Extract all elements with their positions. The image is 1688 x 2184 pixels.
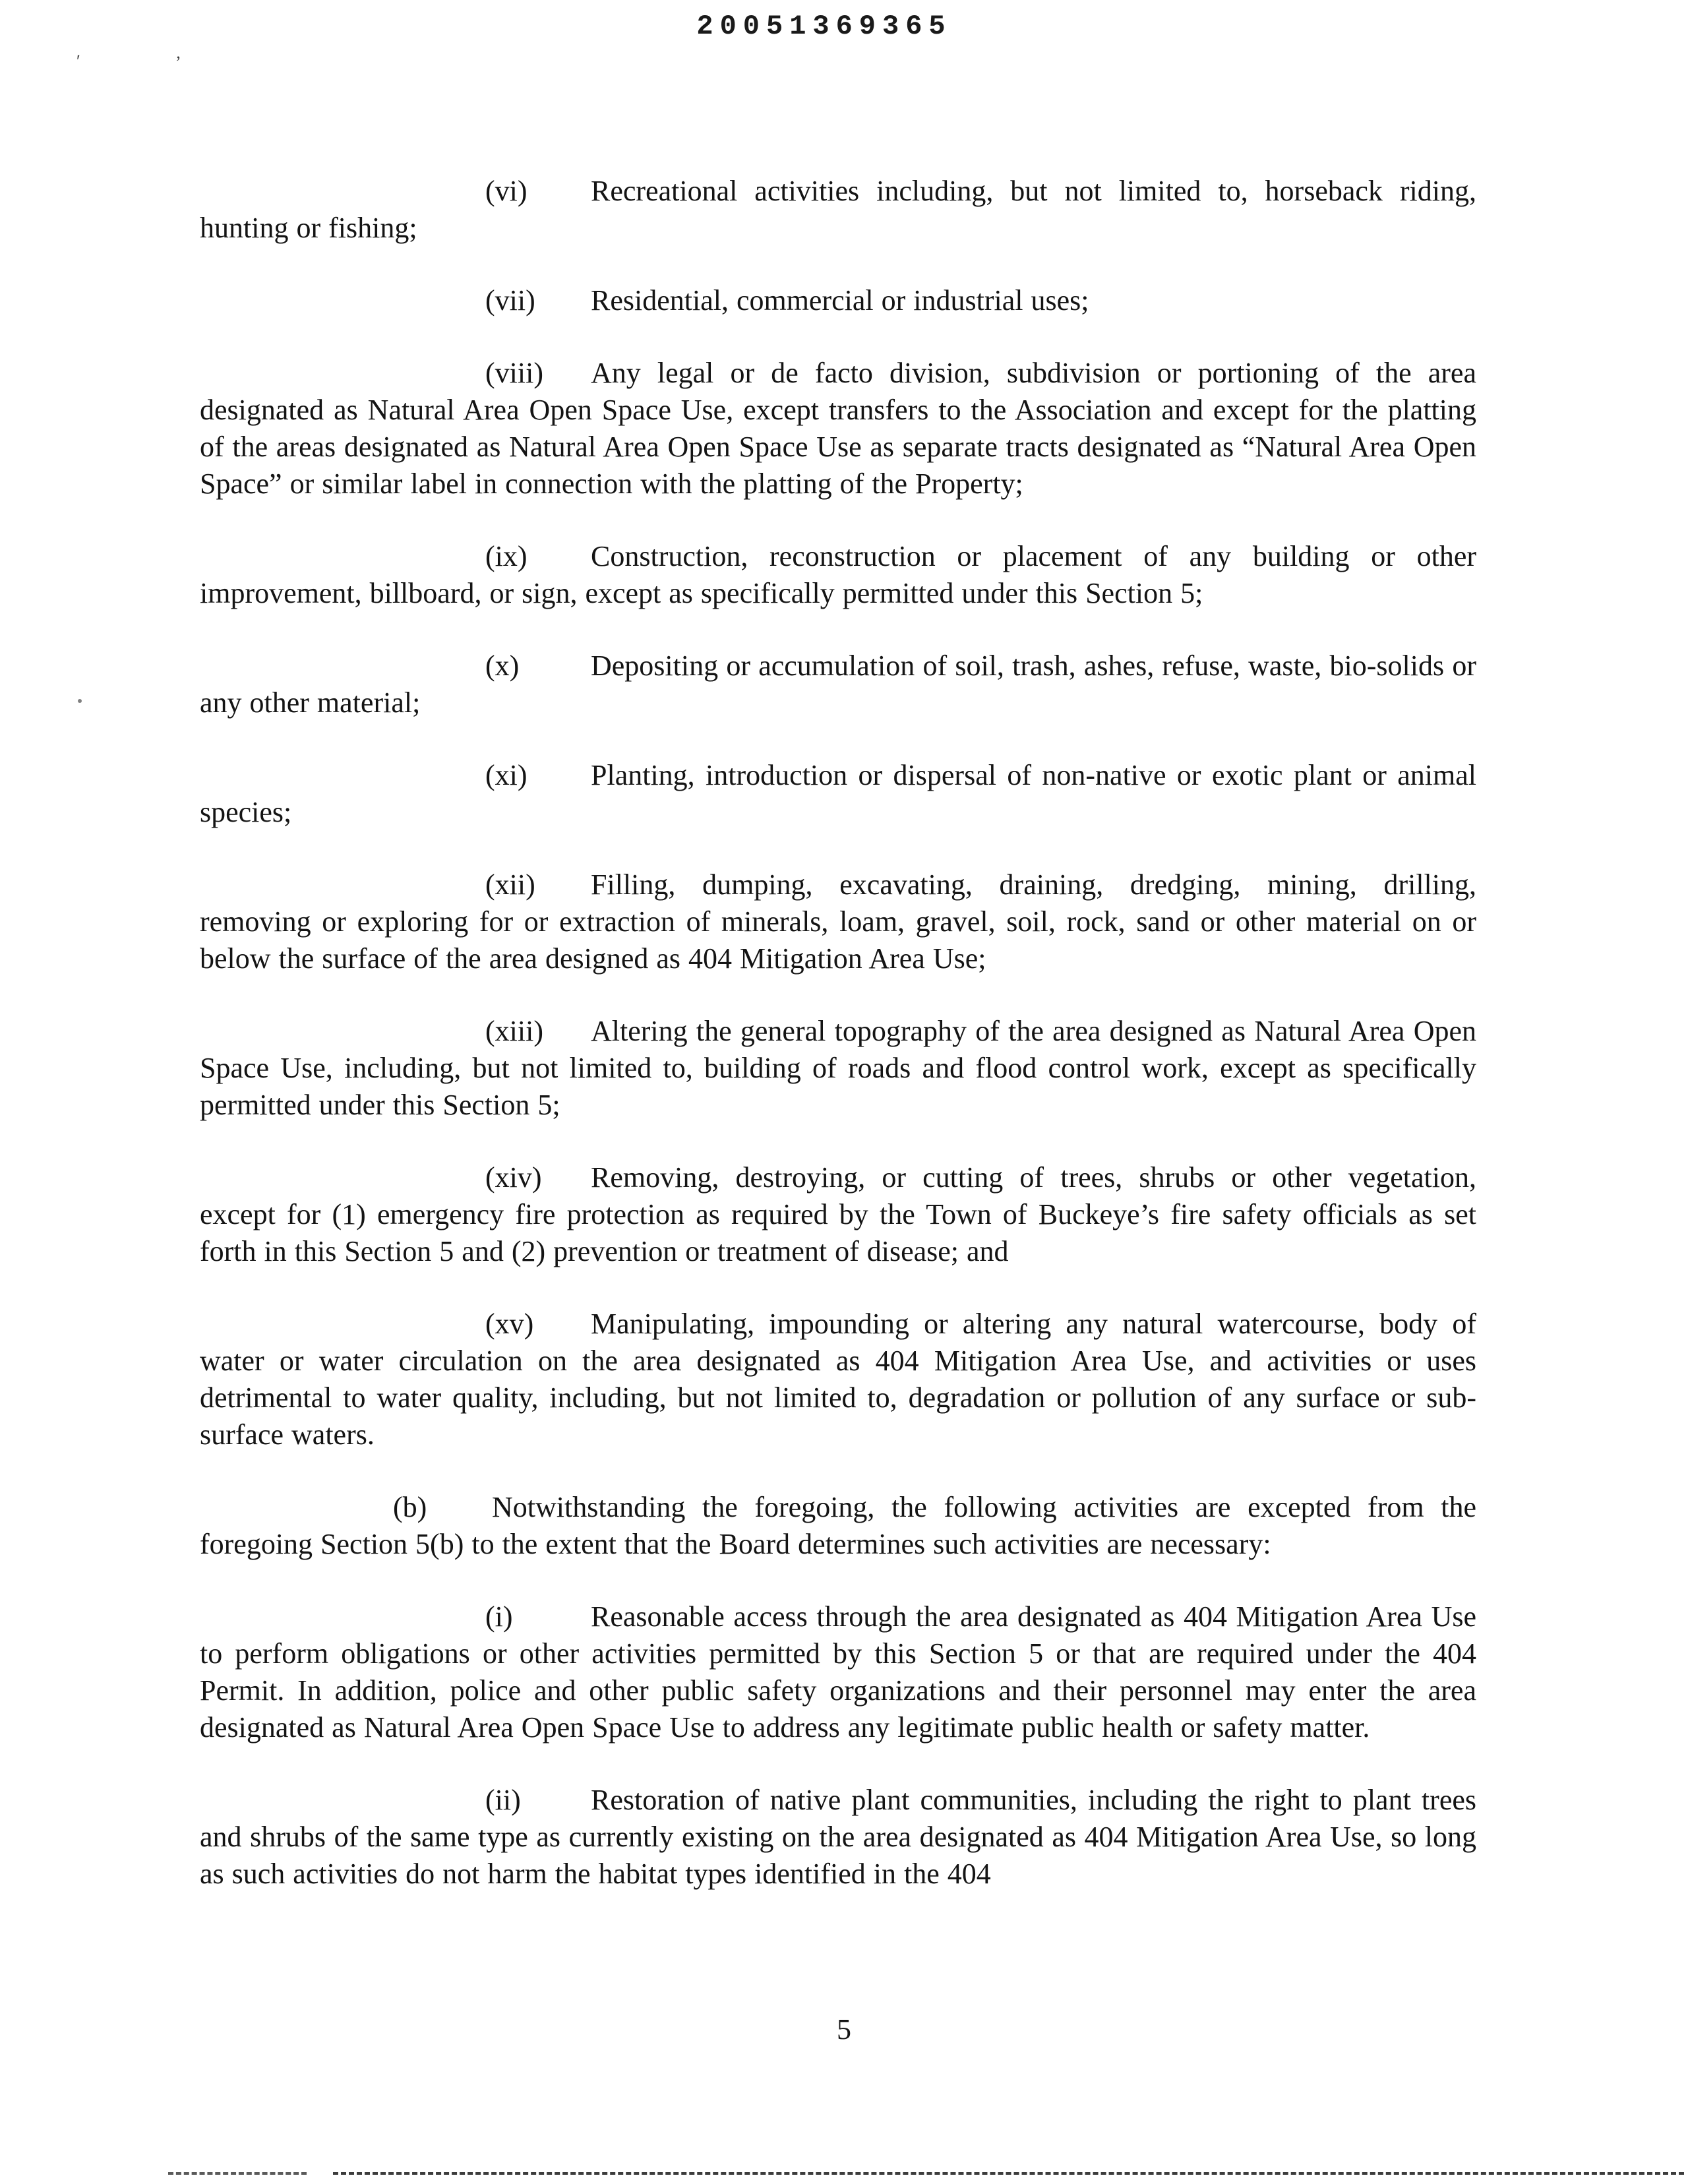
paragraph-x [200, 648, 1476, 721]
paragraph-text: Notwithstanding the foregoing, the following activities are excepted from the foregoing Section 5(b) to the extent that the Board determines such activities are necessary: [200, 1491, 1476, 1560]
paragraph-ix [200, 538, 1476, 612]
paragraph-text: Manipulating, impounding or altering any natural watercourse, body of water or water circulation on the area designated as 404 Mitigation Area Use, and activities or uses detrimental to water quality, including, but not limited to, degradation or pollution of any surface or sub-surface waters. [200, 1308, 1476, 1451]
paragraph-label: (x) [485, 650, 520, 682]
paragraph-label: (ii) [485, 1784, 521, 1816]
paragraph-label: (ix) [485, 540, 528, 572]
scan-artifact-mark-right: ʼ [175, 53, 181, 72]
bottom-scan-edge-line-left [168, 2172, 307, 2175]
paragraph-xv [200, 1306, 1476, 1453]
paragraph-text: Reasonable access through the area designated as 404 Mitigation Area Use to perform obligations or other activities permitted by this Section 5 or that are required under the 404 Permit. In addition, police and other public safety organizations and their personnel may enter the area designated as Natural Area Open Space Use to address any legitimate public health or safety matter. [200, 1600, 1476, 1744]
paragraph-label: (viii) [485, 357, 543, 389]
paragraph-text: Depositing or accumulation of soil, trash, ashes, refuse, waste, bio-solids or any other material; [200, 650, 1476, 719]
paragraph-text: Any legal or de facto division, subdivision or portioning of the area designated as Natural Area Open Space Use, except transfers to the Association and except for the platting of the areas designated as Natural Area Open Space Use as separate tracts designated as “Natural Area Open Space” or similar label in connection with the platting of the Property; [200, 357, 1476, 500]
paragraph-label: (b) [393, 1491, 427, 1523]
paragraph-xiv [200, 1159, 1476, 1270]
paragraph-label: (xi) [485, 759, 528, 791]
paragraph-text: Construction, reconstruction or placement of any building or other improvement, billboard, or sign, except as specifically permitted under this Section 5; [200, 540, 1476, 609]
paragraph-label: (xiii) [485, 1015, 543, 1047]
document-body [200, 173, 1476, 1893]
paragraph-xiii [200, 1013, 1476, 1124]
paragraph-label: (xii) [485, 868, 535, 901]
scan-artifact-mark-left: ʹ [76, 51, 80, 71]
paragraph-vii [200, 282, 1476, 319]
paragraph-text: Restoration of native plant communities, including the right to plant trees and shrubs of the same type as currently existing on the area designated as 404 Mitigation Area Use, so long as such activities do not harm the habitat types identified in the 404 [200, 1784, 1476, 1890]
paragraph-text: Residential, commercial or industrial uses; [591, 284, 1089, 317]
paragraph-text: Removing, destroying, or cutting of trees, shrubs or other vegetation, except for (1) emergency fire protection as required by the Town of Buckeye’s fire safety officials as set forth in this Section 5 and (2) prevention or treatment of disease; and [200, 1161, 1476, 1267]
paragraph-text: Recreational activities including, but not limited to, horseback riding, hunting or fishing; [200, 175, 1476, 244]
paragraph-text: Filling, dumping, excavating, draining, dredging, mining, drilling, removing or exploring for or extraction of minerals, loam, gravel, soil, rock, sand or other material on or below the surface of the area designed as 404 Mitigation Area Use; [200, 868, 1476, 975]
scan-artifact-speck [78, 699, 82, 703]
page-number: 5 [837, 2013, 851, 2046]
paragraph-b [200, 1489, 1476, 1563]
paragraph-ii [200, 1782, 1476, 1893]
bottom-scan-edge-line [333, 2172, 1684, 2175]
document-header-number: 20051369365 [696, 11, 952, 42]
paragraph-label: (xv) [485, 1308, 534, 1340]
paragraph-viii [200, 355, 1476, 502]
paragraph-xii [200, 866, 1476, 977]
paragraph-label: (i) [485, 1600, 513, 1633]
paragraph-vi [200, 173, 1476, 247]
paragraph-text: Altering the general topography of the area designed as Natural Area Open Space Use, including, but not limited to, building of roads and flood control work, except as specifically permitted under this Section 5; [200, 1015, 1476, 1121]
paragraph-label: (vii) [485, 284, 535, 317]
paragraph-i [200, 1598, 1476, 1746]
paragraph-label: (xiv) [485, 1161, 542, 1194]
paragraph-xi [200, 757, 1476, 831]
paragraph-label: (vi) [485, 175, 528, 207]
paragraph-text: Planting, introduction or dispersal of non-native or exotic plant or animal species; [200, 759, 1476, 828]
